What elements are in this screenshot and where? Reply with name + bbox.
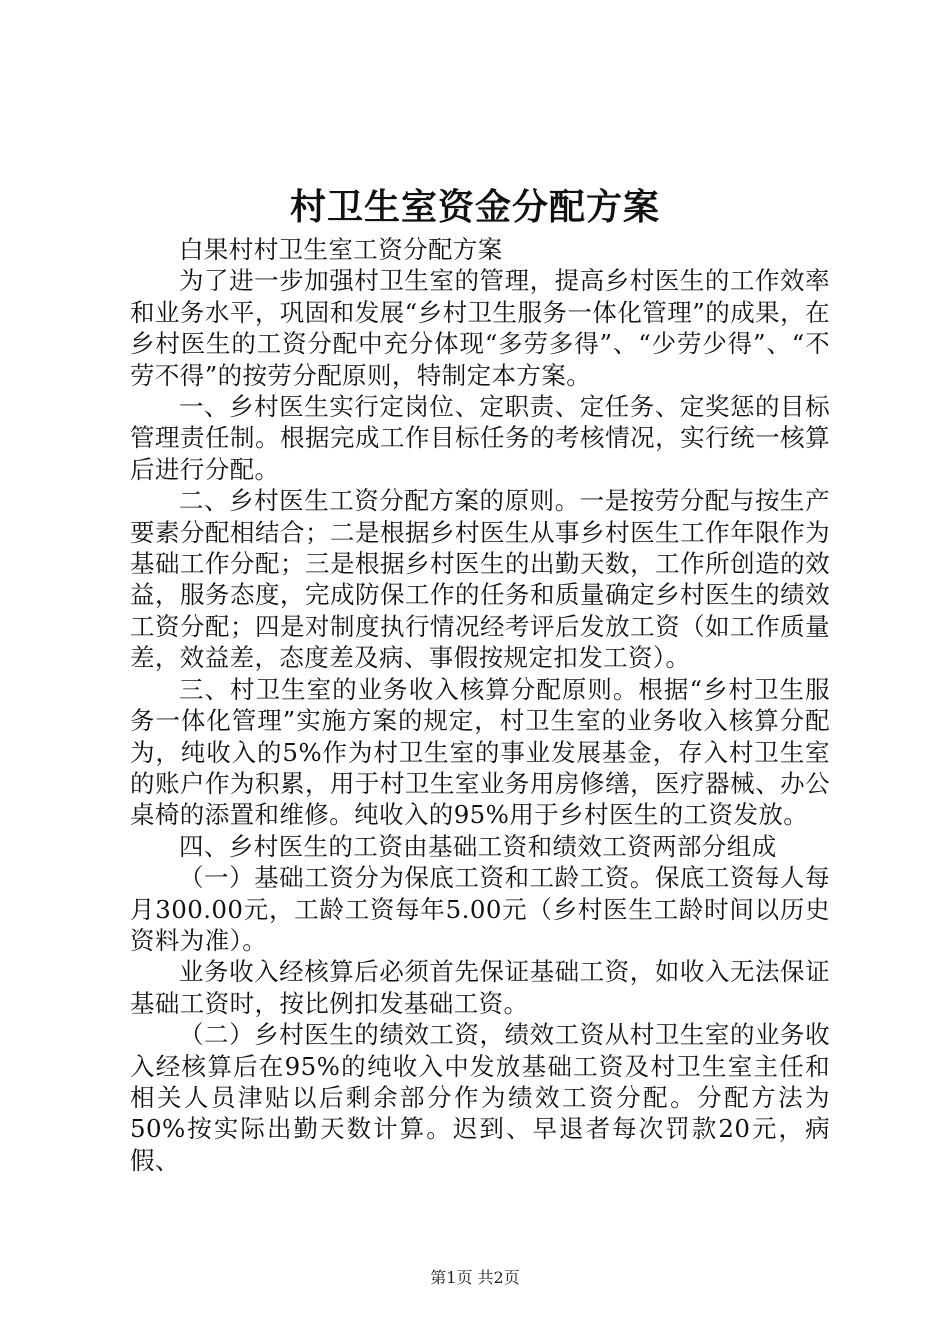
paragraph-subtitle: 白果村村卫生室工资分配方案	[179, 235, 503, 264]
paragraph-section-3: 三、村卫生室的业务收入核算分配原则。根据“乡村卫生服务一体化管理”实施方案的规定，村卫生室的业务收入核算分配为，纯收入的5%作为村卫生室的事业发展基金，存入村卫生室的账户作为积累，用于村卫生室业务用房修缮，医疗器械、办公桌椅的添置和维修。纯收入的95%用于乡村医生的工资发放。	[130, 674, 830, 830]
document-body	[130, 234, 830, 1176]
paragraph-section-1: 一、乡村医生实行定岗位、定职责、定任务、定奖惩的目标管理责任制。根据完成工作目标任务的考核情况，实行统一核算后进行分配。	[130, 392, 830, 484]
page-footer: 第1页 共2页	[430, 1268, 520, 1287]
document-title: 村卫生室资金分配方案	[289, 186, 660, 228]
paragraph-base-salary: （一）基础工资分为保底工资和工龄工资。保底工资每人每月300.00元，工龄工资每年5.00元（乡村医生工龄时间以历史资料为准）。	[130, 863, 830, 955]
paragraph-intro: 为了进一步加强村卫生室的管理，提高乡村医生的工作效率和业务水平，巩固和发展“乡村卫生服务一体化管理”的成果，在乡村医生的工资分配中充分体现“多劳多得”、“少劳少得”、“不劳不得”的按劳分配原则，特制定本方案。	[130, 266, 830, 390]
paragraph-section-2: 二、乡村医生工资分配方案的原则。一是按劳分配与按生产要素分配相结合；二是根据乡村医生从事乡村医生工作年限作为基础工作分配；三是根据乡村医生的出勤天数，工作所创造的效益，服务态度，完成防保工作的任务和质量确定乡村医生的绩效工资分配；四是对制度执行情况经考评后发放工资（如工作质量差，效益差，态度差及病、事假按规定扣发工资）。	[130, 486, 830, 673]
paragraph-performance-salary: （二）乡村医生的绩效工资，绩效工资从村卫生室的业务收入经核算后在95%的纯收入中发放基础工资及村卫生室主任和相关人员津贴以后剩余部分作为绩效工资分配。分配方法为50%按实际出勤天数计算。迟到、早退者每次罚款20元，病假、	[130, 1020, 830, 1175]
paragraph-section-4: 四、乡村医生的工资由基础工资和绩效工资两部分组成	[179, 831, 777, 861]
paragraph-base-salary-note: 业务收入经核算后必须首先保证基础工资，如收入无法保证基础工资时，按比例扣发基础工资。	[130, 957, 830, 1018]
